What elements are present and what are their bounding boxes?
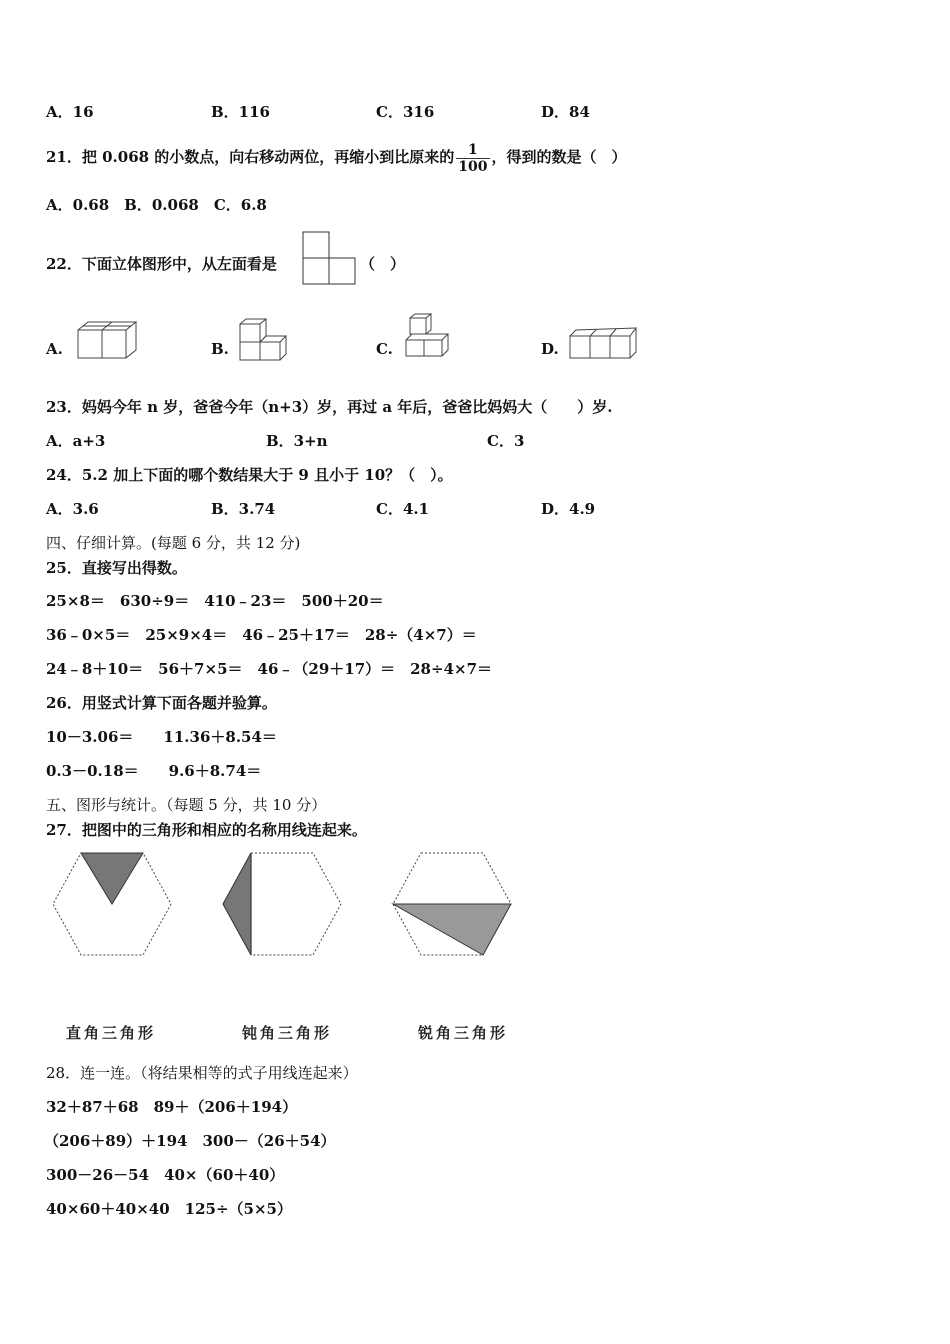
q28-row-1: 32＋87＋68 89＋（206＋194）	[46, 1098, 298, 1116]
q27-label-acute-triangle: 锐角三角形	[418, 1024, 509, 1042]
q21-options: A．0.68 B．0.068 C．6.8	[46, 196, 267, 214]
q24-option-d: D．4.9	[541, 500, 596, 518]
q28-question: 28．连一连。（将结果相等的式子用线连起来）	[46, 1064, 358, 1082]
q23-option-c: C．3	[487, 432, 525, 450]
q25-row-3: 24﹣8＋10＝ 56＋7×5＝ 46﹣（29＋17）＝ 28÷4×7＝	[46, 660, 493, 678]
q28-row-3: 300－26－54 40×（60＋40）	[46, 1166, 285, 1184]
q20-option-b: B．116	[211, 103, 270, 121]
q23-option-b: B．3+n	[266, 432, 328, 450]
q22-option-c-cubes	[404, 312, 454, 362]
q22-paren: （ ）	[360, 255, 406, 273]
q25-row-2: 36﹣0×5＝ 25×9×4＝ 46﹣25＋17＝ 28÷（4×7）＝	[46, 626, 477, 644]
q21-text-after: ，得到的数是（ ）	[491, 148, 627, 166]
q22-option-b-cubes	[238, 316, 292, 362]
q25-question: 25．直接写出得数。	[46, 559, 187, 577]
q25-row-1: 25×8＝ 630÷9＝ 410﹣23＝ 500＋20＝	[46, 592, 384, 610]
q24-question: 24．5.2 加上下面的哪个数结果大于 9 且小于 10？（ ）。	[46, 466, 453, 484]
q28-row-2: （206＋89）＋194 300－（26＋54）	[44, 1132, 336, 1150]
q22-option-b: B.	[211, 340, 229, 358]
q20-option-c: C．316	[376, 103, 435, 121]
q26-question: 26．用竖式计算下面各题并验算。	[46, 694, 277, 712]
q24-option-a: A．3.6	[46, 500, 99, 518]
q24-option-b: B．3.74	[211, 500, 276, 518]
q23-question: 23．妈妈今年 n 岁，爸爸今年（n+3）岁，再过 a 年后，爸爸比妈妈大（ ）岁.	[46, 398, 613, 416]
q22-option-c: C.	[376, 340, 393, 358]
q27-hexagon-right-triangle	[50, 850, 176, 960]
q21-text-before: 21．把 0.068 的小数点，向右移动两位，再缩小到比原来的	[46, 148, 455, 166]
q22-left-view-figure	[302, 231, 358, 287]
q26-row-1: 10－3.06＝ 11.36＋8.54＝	[46, 728, 277, 746]
q21-fraction	[456, 142, 489, 175]
q22-option-a: A.	[46, 340, 63, 358]
q21-fraction-numerator: 1	[456, 142, 489, 159]
q22-option-d-cubes	[568, 324, 640, 362]
q23-option-a: A．a+3	[46, 432, 106, 450]
q26-row-2: 0.3－0.18＝ 9.6＋8.74＝	[46, 762, 262, 780]
q27-question: 27．把图中的三角形和相应的名称用线连起来。	[46, 821, 367, 839]
q28-row-4: 40×60＋40×40 125÷（5×5）	[46, 1200, 292, 1218]
q27-label-obtuse-triangle: 钝角三角形	[242, 1024, 333, 1042]
q27-hexagon-obtuse-triangle	[220, 850, 346, 960]
q27-hexagon-acute-triangle	[390, 850, 516, 960]
q21-question	[46, 140, 627, 175]
q22-question: 22．下面立体图形中，从左面看是	[46, 255, 277, 273]
q24-option-c: C．4.1	[376, 500, 430, 518]
q22-option-d: D.	[541, 340, 559, 358]
section-4-title: 四、仔细计算。(每题 6 分，共 12 分)	[46, 534, 301, 552]
q22-option-a-cubes	[76, 318, 140, 362]
q27-label-right-triangle: 直角三角形	[66, 1024, 157, 1042]
section-5-title: 五、图形与统计。（每题 5 分，共 10 分）	[46, 796, 327, 814]
q21-fraction-denominator: 100	[458, 158, 488, 175]
q20-option-a: A．16	[46, 103, 94, 121]
q20-option-d: D．84	[541, 103, 590, 121]
